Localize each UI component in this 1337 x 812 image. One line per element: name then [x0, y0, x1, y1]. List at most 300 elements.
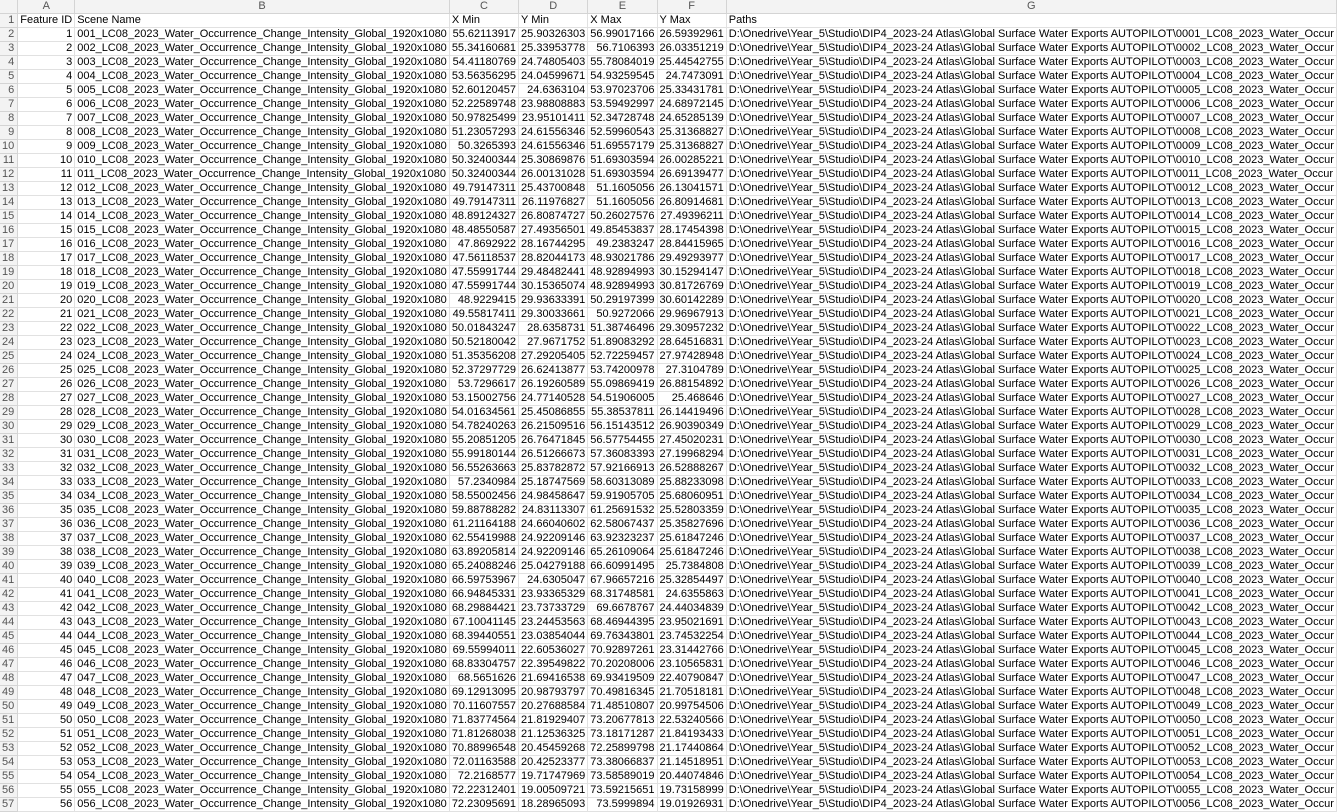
cell-y-min[interactable]: 29.93633391	[519, 294, 588, 308]
cell-x-max[interactable]: 50.26027576	[588, 210, 657, 224]
row-number[interactable]: 54	[0, 756, 18, 770]
cell-path[interactable]: D:\Onedrive\Year_5\Studio\DIP4_2023-24 Atlas\Global Surface Water Exports AUTOPILOT\0043_LC08_2023_Water_Occur	[726, 616, 1336, 630]
cell-feature-id[interactable]: 22	[18, 322, 75, 336]
column-header-g[interactable]: G	[726, 0, 1336, 14]
cell-x-min[interactable]: 72.23095691	[449, 798, 518, 812]
cell-x-min[interactable]: 51.23057293	[449, 126, 518, 140]
cell-x-max[interactable]: 57.36083393	[588, 448, 657, 462]
cell-path[interactable]: D:\Onedrive\Year_5\Studio\DIP4_2023-24 Atlas\Global Surface Water Exports AUTOPILOT\0010_LC08_2023_Water_Occur	[726, 154, 1336, 168]
cell-x-max[interactable]: 51.89083292	[588, 336, 657, 350]
cell-path[interactable]: D:\Onedrive\Year_5\Studio\DIP4_2023-24 Atlas\Global Surface Water Exports AUTOPILOT\0038_LC08_2023_Water_Occur	[726, 546, 1336, 560]
cell-path[interactable]: D:\Onedrive\Year_5\Studio\DIP4_2023-24 Atlas\Global Surface Water Exports AUTOPILOT\0047_LC08_2023_Water_Occur	[726, 672, 1336, 686]
row-number[interactable]: 34	[0, 476, 18, 490]
row-number[interactable]: 57	[0, 798, 18, 812]
cell-y-max[interactable]: 24.44034839	[657, 602, 726, 616]
cell-scene-name[interactable]: 047_LC08_2023_Water_Occurrence_Change_Intensity_Global_1920x1080	[75, 672, 450, 686]
row-number[interactable]: 31	[0, 434, 18, 448]
cell-x-min[interactable]: 52.22589748	[449, 98, 518, 112]
cell-feature-id[interactable]: 39	[18, 560, 75, 574]
cell-path[interactable]: D:\Onedrive\Year_5\Studio\DIP4_2023-24 Atlas\Global Surface Water Exports AUTOPILOT\0042_LC08_2023_Water_Occur	[726, 602, 1336, 616]
cell-feature-id[interactable]: 28	[18, 406, 75, 420]
cell-x-max[interactable]: 49.85453837	[588, 224, 657, 238]
cell-x-min[interactable]: 50.3265393	[449, 140, 518, 154]
cell-path[interactable]: D:\Onedrive\Year_5\Studio\DIP4_2023-24 Atlas\Global Surface Water Exports AUTOPILOT\0048_LC08_2023_Water_Occur	[726, 686, 1336, 700]
cell-scene-name[interactable]: 014_LC08_2023_Water_Occurrence_Change_Intensity_Global_1920x1080	[75, 210, 450, 224]
cell-y-min[interactable]: 18.28965093	[519, 798, 588, 812]
cell-x-max[interactable]: 48.92894993	[588, 266, 657, 280]
row-number[interactable]: 53	[0, 742, 18, 756]
cell-scene-name[interactable]: 012_LC08_2023_Water_Occurrence_Change_Intensity_Global_1920x1080	[75, 182, 450, 196]
cell-y-max[interactable]: 25.35827696	[657, 518, 726, 532]
cell-path[interactable]: D:\Onedrive\Year_5\Studio\DIP4_2023-24 Atlas\Global Surface Water Exports AUTOPILOT\0023_LC08_2023_Water_Occur	[726, 336, 1336, 350]
cell-x-max[interactable]: 70.20208006	[588, 658, 657, 672]
row-number[interactable]: 50	[0, 700, 18, 714]
row-number[interactable]: 33	[0, 462, 18, 476]
cell-y-min[interactable]: 20.45459268	[519, 742, 588, 756]
cell-path[interactable]: D:\Onedrive\Year_5\Studio\DIP4_2023-24 Atlas\Global Surface Water Exports AUTOPILOT\0024_LC08_2023_Water_Occur	[726, 350, 1336, 364]
cell-x-min[interactable]: 69.12913095	[449, 686, 518, 700]
cell-y-min[interactable]: 23.98808883	[519, 98, 588, 112]
select-all-corner[interactable]	[0, 0, 18, 14]
cell-y-min-header[interactable]: Y Min	[519, 14, 588, 28]
cell-y-max[interactable]: 26.90390349	[657, 420, 726, 434]
cell-x-min[interactable]: 50.32400344	[449, 154, 518, 168]
cell-x-max[interactable]: 58.60313089	[588, 476, 657, 490]
cell-feature-id[interactable]: 12	[18, 182, 75, 196]
cell-scene-name[interactable]: 004_LC08_2023_Water_Occurrence_Change_Intensity_Global_1920x1080	[75, 70, 450, 84]
cell-y-max[interactable]: 29.30957232	[657, 322, 726, 336]
cell-feature-id[interactable]: 30	[18, 434, 75, 448]
cell-x-min[interactable]: 50.97825499	[449, 112, 518, 126]
cell-y-min[interactable]: 27.29205405	[519, 350, 588, 364]
cell-x-min[interactable]: 72.2168577	[449, 770, 518, 784]
cell-y-max[interactable]: 30.81726769	[657, 280, 726, 294]
cell-y-min[interactable]: 20.42523377	[519, 756, 588, 770]
cell-feature-id[interactable]: 13	[18, 196, 75, 210]
row-number[interactable]: 30	[0, 420, 18, 434]
cell-y-min[interactable]: 21.81929407	[519, 714, 588, 728]
cell-x-min[interactable]: 71.81268038	[449, 728, 518, 742]
row-number[interactable]: 28	[0, 392, 18, 406]
cell-x-min[interactable]: 63.89205814	[449, 546, 518, 560]
row-number[interactable]: 15	[0, 210, 18, 224]
cell-x-min[interactable]: 47.8692922	[449, 238, 518, 252]
cell-x-max[interactable]: 52.34728748	[588, 112, 657, 126]
row-number[interactable]: 4	[0, 56, 18, 70]
cell-feature-id[interactable]: 8	[18, 126, 75, 140]
cell-scene-name[interactable]: 034_LC08_2023_Water_Occurrence_Change_Intensity_Global_1920x1080	[75, 490, 450, 504]
cell-scene-name[interactable]: 021_LC08_2023_Water_Occurrence_Change_Intensity_Global_1920x1080	[75, 308, 450, 322]
cell-scene-name[interactable]: 024_LC08_2023_Water_Occurrence_Change_Intensity_Global_1920x1080	[75, 350, 450, 364]
cell-feature-id[interactable]: 54	[18, 770, 75, 784]
row-number[interactable]: 11	[0, 154, 18, 168]
row-number[interactable]: 7	[0, 98, 18, 112]
cell-scene-name[interactable]: 002_LC08_2023_Water_Occurrence_Change_Intensity_Global_1920x1080	[75, 42, 450, 56]
cell-y-min[interactable]: 26.76471845	[519, 434, 588, 448]
cell-path[interactable]: D:\Onedrive\Year_5\Studio\DIP4_2023-24 Atlas\Global Surface Water Exports AUTOPILOT\0046_LC08_2023_Water_Occur	[726, 658, 1336, 672]
cell-y-min[interactable]: 24.74805403	[519, 56, 588, 70]
cell-x-max[interactable]: 73.59215651	[588, 784, 657, 798]
cell-feature-id[interactable]: 27	[18, 392, 75, 406]
cell-x-min[interactable]: 50.32400344	[449, 168, 518, 182]
cell-y-max[interactable]: 19.01926931	[657, 798, 726, 812]
cell-x-min[interactable]: 47.55991744	[449, 280, 518, 294]
cell-feature-id[interactable]: 40	[18, 574, 75, 588]
cell-path[interactable]: D:\Onedrive\Year_5\Studio\DIP4_2023-24 Atlas\Global Surface Water Exports AUTOPILOT\0051_LC08_2023_Water_Occur	[726, 728, 1336, 742]
cell-y-min[interactable]: 24.77140528	[519, 392, 588, 406]
cell-y-min[interactable]: 29.30033661	[519, 308, 588, 322]
cell-scene-name[interactable]: 048_LC08_2023_Water_Occurrence_Change_Intensity_Global_1920x1080	[75, 686, 450, 700]
cell-y-min[interactable]: 19.71747969	[519, 770, 588, 784]
cell-scene-name[interactable]: 038_LC08_2023_Water_Occurrence_Change_Intensity_Global_1920x1080	[75, 546, 450, 560]
row-number[interactable]: 39	[0, 546, 18, 560]
cell-x-min[interactable]: 47.55991744	[449, 266, 518, 280]
row-number[interactable]: 16	[0, 224, 18, 238]
cell-feature-id[interactable]: 42	[18, 602, 75, 616]
row-number[interactable]: 2	[0, 28, 18, 42]
cell-x-max[interactable]: 51.1605056	[588, 196, 657, 210]
cell-path[interactable]: D:\Onedrive\Year_5\Studio\DIP4_2023-24 Atlas\Global Surface Water Exports AUTOPILOT\0040_LC08_2023_Water_Occur	[726, 574, 1336, 588]
cell-y-max[interactable]: 28.64516831	[657, 336, 726, 350]
cell-path[interactable]: D:\Onedrive\Year_5\Studio\DIP4_2023-24 Atlas\Global Surface Water Exports AUTOPILOT\0039_LC08_2023_Water_Occur	[726, 560, 1336, 574]
cell-y-max[interactable]: 22.53240566	[657, 714, 726, 728]
cell-x-max[interactable]: 62.58067437	[588, 518, 657, 532]
cell-path[interactable]: D:\Onedrive\Year_5\Studio\DIP4_2023-24 Atlas\Global Surface Water Exports AUTOPILOT\0021_LC08_2023_Water_Occur	[726, 308, 1336, 322]
row-number[interactable]: 9	[0, 126, 18, 140]
cell-x-max[interactable]: 59.91905705	[588, 490, 657, 504]
cell-y-max[interactable]: 25.61847246	[657, 546, 726, 560]
cell-feature-id[interactable]: 41	[18, 588, 75, 602]
row-number[interactable]: 48	[0, 672, 18, 686]
cell-x-min[interactable]: 66.59753967	[449, 574, 518, 588]
cell-y-max[interactable]: 20.99754506	[657, 700, 726, 714]
cell-feature-id[interactable]: 50	[18, 714, 75, 728]
cell-x-max[interactable]: 73.18171287	[588, 728, 657, 742]
cell-path[interactable]: D:\Onedrive\Year_5\Studio\DIP4_2023-24 Atlas\Global Surface Water Exports AUTOPILOT\0001_LC08_2023_Water_Occur	[726, 28, 1336, 42]
cell-x-max[interactable]: 51.1605056	[588, 182, 657, 196]
cell-scene-name[interactable]: 023_LC08_2023_Water_Occurrence_Change_Intensity_Global_1920x1080	[75, 336, 450, 350]
cell-path[interactable]: D:\Onedrive\Year_5\Studio\DIP4_2023-24 Atlas\Global Surface Water Exports AUTOPILOT\0027_LC08_2023_Water_Occur	[726, 392, 1336, 406]
cell-x-max[interactable]: 61.25691532	[588, 504, 657, 518]
cell-path[interactable]: D:\Onedrive\Year_5\Studio\DIP4_2023-24 Atlas\Global Surface Water Exports AUTOPILOT\0015_LC08_2023_Water_Occur	[726, 224, 1336, 238]
cell-y-min[interactable]: 28.82044173	[519, 252, 588, 266]
row-number[interactable]: 23	[0, 322, 18, 336]
cell-path[interactable]: D:\Onedrive\Year_5\Studio\DIP4_2023-24 Atlas\Global Surface Water Exports AUTOPILOT\0049_LC08_2023_Water_Occur	[726, 700, 1336, 714]
cell-y-max-header[interactable]: Y Max	[657, 14, 726, 28]
row-number[interactable]: 13	[0, 182, 18, 196]
cell-x-min[interactable]: 68.29884421	[449, 602, 518, 616]
cell-x-min[interactable]: 59.88788282	[449, 504, 518, 518]
cell-y-max[interactable]: 25.468646	[657, 392, 726, 406]
cell-x-min[interactable]: 55.20851205	[449, 434, 518, 448]
cell-y-max[interactable]: 26.13041571	[657, 182, 726, 196]
cell-x-min[interactable]: 53.56356295	[449, 70, 518, 84]
cell-y-max[interactable]: 27.3104789	[657, 364, 726, 378]
row-number[interactable]: 12	[0, 168, 18, 182]
cell-scene-name[interactable]: 051_LC08_2023_Water_Occurrence_Change_Intensity_Global_1920x1080	[75, 728, 450, 742]
cell-path[interactable]: D:\Onedrive\Year_5\Studio\DIP4_2023-24 Atlas\Global Surface Water Exports AUTOPILOT\0013_LC08_2023_Water_Occur	[726, 196, 1336, 210]
cell-y-max[interactable]: 30.60142289	[657, 294, 726, 308]
cell-feature-id[interactable]: 56	[18, 798, 75, 812]
cell-x-max[interactable]: 56.57754455	[588, 434, 657, 448]
cell-x-min[interactable]: 49.55817411	[449, 308, 518, 322]
cell-y-max[interactable]: 21.70518181	[657, 686, 726, 700]
cell-y-max[interactable]: 21.17440864	[657, 742, 726, 756]
row-number[interactable]: 6	[0, 84, 18, 98]
cell-y-max[interactable]: 26.80914681	[657, 196, 726, 210]
cell-y-min[interactable]: 28.16744295	[519, 238, 588, 252]
cell-x-min[interactable]: 53.7296617	[449, 378, 518, 392]
cell-x-min[interactable]: 53.15002756	[449, 392, 518, 406]
row-number[interactable]: 17	[0, 238, 18, 252]
cell-feature-id[interactable]: 43	[18, 616, 75, 630]
cell-feature-id[interactable]: 55	[18, 784, 75, 798]
cell-x-max[interactable]: 55.09869419	[588, 378, 657, 392]
cell-x-max[interactable]: 70.92897261	[588, 644, 657, 658]
cell-scene-name[interactable]: 009_LC08_2023_Water_Occurrence_Change_Intensity_Global_1920x1080	[75, 140, 450, 154]
cell-feature-id[interactable]: 3	[18, 56, 75, 70]
cell-y-max[interactable]: 23.74532254	[657, 630, 726, 644]
cell-scene-name[interactable]: 019_LC08_2023_Water_Occurrence_Change_Intensity_Global_1920x1080	[75, 280, 450, 294]
cell-y-max[interactable]: 24.65285139	[657, 112, 726, 126]
cell-feature-id[interactable]: 33	[18, 476, 75, 490]
cell-y-min[interactable]: 26.00131028	[519, 168, 588, 182]
cell-x-max[interactable]: 68.31748581	[588, 588, 657, 602]
cell-y-max[interactable]: 26.14419496	[657, 406, 726, 420]
column-header-f[interactable]: F	[657, 0, 726, 14]
cell-y-max[interactable]: 24.68972145	[657, 98, 726, 112]
cell-scene-name[interactable]: 046_LC08_2023_Water_Occurrence_Change_Intensity_Global_1920x1080	[75, 658, 450, 672]
row-number[interactable]: 36	[0, 504, 18, 518]
cell-x-min[interactable]: 66.94845331	[449, 588, 518, 602]
cell-feature-id[interactable]: 15	[18, 224, 75, 238]
cell-scene-name[interactable]: 011_LC08_2023_Water_Occurrence_Change_Intensity_Global_1920x1080	[75, 168, 450, 182]
cell-y-min[interactable]: 24.61556346	[519, 140, 588, 154]
cell-scene-name[interactable]: 016_LC08_2023_Water_Occurrence_Change_Intensity_Global_1920x1080	[75, 238, 450, 252]
cell-x-min[interactable]: 50.01843247	[449, 322, 518, 336]
cell-y-min[interactable]: 24.98458647	[519, 490, 588, 504]
cell-path[interactable]: D:\Onedrive\Year_5\Studio\DIP4_2023-24 Atlas\Global Surface Water Exports AUTOPILOT\0052_LC08_2023_Water_Occur	[726, 742, 1336, 756]
cell-scene-name[interactable]: 006_LC08_2023_Water_Occurrence_Change_Intensity_Global_1920x1080	[75, 98, 450, 112]
row-number[interactable]: 14	[0, 196, 18, 210]
row-number[interactable]: 51	[0, 714, 18, 728]
cell-path[interactable]: D:\Onedrive\Year_5\Studio\DIP4_2023-24 Atlas\Global Surface Water Exports AUTOPILOT\0019_LC08_2023_Water_Occur	[726, 280, 1336, 294]
cell-path[interactable]: D:\Onedrive\Year_5\Studio\DIP4_2023-24 Atlas\Global Surface Water Exports AUTOPILOT\0011_LC08_2023_Water_Occur	[726, 168, 1336, 182]
cell-x-max[interactable]: 69.76343801	[588, 630, 657, 644]
cell-x-max[interactable]: 50.9272066	[588, 308, 657, 322]
cell-y-min[interactable]: 24.61556346	[519, 126, 588, 140]
cell-x-min[interactable]: 49.79147311	[449, 196, 518, 210]
row-number[interactable]: 22	[0, 308, 18, 322]
cell-feature-id[interactable]: 48	[18, 686, 75, 700]
cell-path[interactable]: D:\Onedrive\Year_5\Studio\DIP4_2023-24 Atlas\Global Surface Water Exports AUTOPILOT\0037_LC08_2023_Water_Occur	[726, 532, 1336, 546]
cell-x-max[interactable]: 73.38066837	[588, 756, 657, 770]
cell-y-max[interactable]: 25.61847246	[657, 532, 726, 546]
cell-y-max[interactable]: 26.52888267	[657, 462, 726, 476]
cell-y-max[interactable]: 20.44074846	[657, 770, 726, 784]
cell-x-min[interactable]: 54.78240263	[449, 420, 518, 434]
cell-y-max[interactable]: 26.88154892	[657, 378, 726, 392]
cell-scene-name[interactable]: 054_LC08_2023_Water_Occurrence_Change_Intensity_Global_1920x1080	[75, 770, 450, 784]
cell-x-min[interactable]: 68.39440551	[449, 630, 518, 644]
cell-scene-name[interactable]: 018_LC08_2023_Water_Occurrence_Change_Intensity_Global_1920x1080	[75, 266, 450, 280]
cell-feature-id[interactable]: 31	[18, 448, 75, 462]
cell-feature-id[interactable]: 2	[18, 42, 75, 56]
cell-y-max[interactable]: 23.31442766	[657, 644, 726, 658]
cell-y-max[interactable]: 26.03351219	[657, 42, 726, 56]
cell-path[interactable]: D:\Onedrive\Year_5\Studio\DIP4_2023-24 Atlas\Global Surface Water Exports AUTOPILOT\0018_LC08_2023_Water_Occur	[726, 266, 1336, 280]
cell-scene-name[interactable]: 033_LC08_2023_Water_Occurrence_Change_Intensity_Global_1920x1080	[75, 476, 450, 490]
cell-x-min[interactable]: 62.55419988	[449, 532, 518, 546]
cell-y-min[interactable]: 26.21509516	[519, 420, 588, 434]
cell-feature-id[interactable]: 36	[18, 518, 75, 532]
cell-x-min[interactable]: 50.52180042	[449, 336, 518, 350]
cell-x-min[interactable]: 51.35356208	[449, 350, 518, 364]
cell-path[interactable]: D:\Onedrive\Year_5\Studio\DIP4_2023-24 Atlas\Global Surface Water Exports AUTOPILOT\0008_LC08_2023_Water_Occur	[726, 126, 1336, 140]
cell-x-min[interactable]: 72.01163588	[449, 756, 518, 770]
cell-feature-id[interactable]: 19	[18, 280, 75, 294]
row-number[interactable]: 47	[0, 658, 18, 672]
cell-path[interactable]: D:\Onedrive\Year_5\Studio\DIP4_2023-24 Atlas\Global Surface Water Exports AUTOPILOT\0028_LC08_2023_Water_Occur	[726, 406, 1336, 420]
cell-y-max[interactable]: 22.40790847	[657, 672, 726, 686]
cell-scene-name[interactable]: 040_LC08_2023_Water_Occurrence_Change_Intensity_Global_1920x1080	[75, 574, 450, 588]
cell-x-min[interactable]: 55.34160681	[449, 42, 518, 56]
cell-path[interactable]: D:\Onedrive\Year_5\Studio\DIP4_2023-24 Atlas\Global Surface Water Exports AUTOPILOT\0036_LC08_2023_Water_Occur	[726, 518, 1336, 532]
cell-y-min[interactable]: 27.49356501	[519, 224, 588, 238]
cell-x-max[interactable]: 54.51906005	[588, 392, 657, 406]
cell-x-min[interactable]: 56.55263663	[449, 462, 518, 476]
row-number[interactable]: 26	[0, 364, 18, 378]
cell-y-max[interactable]: 21.84193433	[657, 728, 726, 742]
cell-scene-name[interactable]: 027_LC08_2023_Water_Occurrence_Change_Intensity_Global_1920x1080	[75, 392, 450, 406]
cell-path[interactable]: D:\Onedrive\Year_5\Studio\DIP4_2023-24 Atlas\Global Surface Water Exports AUTOPILOT\0022_LC08_2023_Water_Occur	[726, 322, 1336, 336]
cell-x-max[interactable]: 69.93419509	[588, 672, 657, 686]
cell-feature-id[interactable]: 35	[18, 504, 75, 518]
cell-x-min[interactable]: 54.01634561	[449, 406, 518, 420]
cell-feature-id[interactable]: 7	[18, 112, 75, 126]
row-number[interactable]: 42	[0, 588, 18, 602]
cell-feature-id[interactable]: 25	[18, 364, 75, 378]
cell-y-min[interactable]: 20.98793797	[519, 686, 588, 700]
cell-feature-id[interactable]: 16	[18, 238, 75, 252]
cell-feature-id[interactable]: 14	[18, 210, 75, 224]
cell-y-max[interactable]: 25.32854497	[657, 574, 726, 588]
cell-path[interactable]: D:\Onedrive\Year_5\Studio\DIP4_2023-24 Atlas\Global Surface Water Exports AUTOPILOT\0054_LC08_2023_Water_Occur	[726, 770, 1336, 784]
cell-y-min[interactable]: 26.62413877	[519, 364, 588, 378]
row-number[interactable]: 32	[0, 448, 18, 462]
cell-x-min[interactable]: 49.79147311	[449, 182, 518, 196]
cell-x-min[interactable]: 71.83774564	[449, 714, 518, 728]
cell-y-min[interactable]: 26.19260589	[519, 378, 588, 392]
cell-path[interactable]: D:\Onedrive\Year_5\Studio\DIP4_2023-24 Atlas\Global Surface Water Exports AUTOPILOT\0033_LC08_2023_Water_Occur	[726, 476, 1336, 490]
cell-scene-name[interactable]: 043_LC08_2023_Water_Occurrence_Change_Intensity_Global_1920x1080	[75, 616, 450, 630]
row-number[interactable]: 38	[0, 532, 18, 546]
row-number[interactable]: 56	[0, 784, 18, 798]
row-number[interactable]: 29	[0, 406, 18, 420]
cell-x-max[interactable]: 72.25899798	[588, 742, 657, 756]
cell-path[interactable]: D:\Onedrive\Year_5\Studio\DIP4_2023-24 Atlas\Global Surface Water Exports AUTOPILOT\0034_LC08_2023_Water_Occur	[726, 490, 1336, 504]
cell-y-min[interactable]: 23.24453563	[519, 616, 588, 630]
cell-x-max[interactable]: 52.72259457	[588, 350, 657, 364]
cell-scene-name[interactable]: 017_LC08_2023_Water_Occurrence_Change_Intensity_Global_1920x1080	[75, 252, 450, 266]
row-number[interactable]: 8	[0, 112, 18, 126]
row-number[interactable]: 44	[0, 616, 18, 630]
cell-y-min[interactable]: 24.6363104	[519, 84, 588, 98]
cell-x-min[interactable]: 70.88996548	[449, 742, 518, 756]
cell-feature-id[interactable]: 6	[18, 98, 75, 112]
row-number[interactable]: 19	[0, 266, 18, 280]
cell-scene-name-header[interactable]: Scene Name	[75, 14, 450, 28]
cell-scene-name[interactable]: 036_LC08_2023_Water_Occurrence_Change_Intensity_Global_1920x1080	[75, 518, 450, 532]
cell-x-min[interactable]: 48.9229415	[449, 294, 518, 308]
cell-scene-name[interactable]: 029_LC08_2023_Water_Occurrence_Change_Intensity_Global_1920x1080	[75, 420, 450, 434]
column-header-c[interactable]: C	[449, 0, 518, 14]
cell-y-max[interactable]: 25.52803359	[657, 504, 726, 518]
row-number[interactable]: 3	[0, 42, 18, 56]
cell-scene-name[interactable]: 020_LC08_2023_Water_Occurrence_Change_Intensity_Global_1920x1080	[75, 294, 450, 308]
cell-y-max[interactable]: 26.69139477	[657, 168, 726, 182]
cell-x-max[interactable]: 54.93259545	[588, 70, 657, 84]
cell-y-min[interactable]: 25.83782872	[519, 462, 588, 476]
cell-scene-name[interactable]: 010_LC08_2023_Water_Occurrence_Change_Intensity_Global_1920x1080	[75, 154, 450, 168]
cell-path[interactable]: D:\Onedrive\Year_5\Studio\DIP4_2023-24 Atlas\Global Surface Water Exports AUTOPILOT\0041_LC08_2023_Water_Occur	[726, 588, 1336, 602]
cell-y-max[interactable]: 25.31368827	[657, 126, 726, 140]
cell-y-max[interactable]: 23.10565831	[657, 658, 726, 672]
cell-x-min[interactable]: 52.37297729	[449, 364, 518, 378]
cell-x-max[interactable]: 65.26109064	[588, 546, 657, 560]
cell-feature-id[interactable]: 24	[18, 350, 75, 364]
cell-y-min[interactable]: 24.83113307	[519, 504, 588, 518]
cell-feature-id[interactable]: 9	[18, 140, 75, 154]
cell-feature-id[interactable]: 4	[18, 70, 75, 84]
cell-y-min[interactable]: 25.18747569	[519, 476, 588, 490]
column-header-d[interactable]: D	[519, 0, 588, 14]
cell-scene-name[interactable]: 041_LC08_2023_Water_Occurrence_Change_Intensity_Global_1920x1080	[75, 588, 450, 602]
cell-y-min[interactable]: 21.69416538	[519, 672, 588, 686]
cell-scene-name[interactable]: 032_LC08_2023_Water_Occurrence_Change_Intensity_Global_1920x1080	[75, 462, 450, 476]
column-header-e[interactable]: E	[588, 0, 657, 14]
row-number[interactable]: 10	[0, 140, 18, 154]
cell-path[interactable]: D:\Onedrive\Year_5\Studio\DIP4_2023-24 Atlas\Global Surface Water Exports AUTOPILOT\0029_LC08_2023_Water_Occur	[726, 420, 1336, 434]
cell-path[interactable]: D:\Onedrive\Year_5\Studio\DIP4_2023-24 Atlas\Global Surface Water Exports AUTOPILOT\0056_LC08_2023_Water_Occur	[726, 798, 1336, 812]
cell-path[interactable]: D:\Onedrive\Year_5\Studio\DIP4_2023-24 Atlas\Global Surface Water Exports AUTOPILOT\0002_LC08_2023_Water_Occur	[726, 42, 1336, 56]
row-number[interactable]: 45	[0, 630, 18, 644]
cell-x-min[interactable]: 68.83304757	[449, 658, 518, 672]
cell-path[interactable]: D:\Onedrive\Year_5\Studio\DIP4_2023-24 Atlas\Global Surface Water Exports AUTOPILOT\0006_LC08_2023_Water_Occur	[726, 98, 1336, 112]
cell-scene-name[interactable]: 030_LC08_2023_Water_Occurrence_Change_Intensity_Global_1920x1080	[75, 434, 450, 448]
cell-path[interactable]: D:\Onedrive\Year_5\Studio\DIP4_2023-24 Atlas\Global Surface Water Exports AUTOPILOT\0009_LC08_2023_Water_Occur	[726, 140, 1336, 154]
cell-feature-id[interactable]: 23	[18, 336, 75, 350]
cell-y-max[interactable]: 25.44542755	[657, 56, 726, 70]
cell-y-min[interactable]: 23.95101411	[519, 112, 588, 126]
cell-x-max[interactable]: 57.92166913	[588, 462, 657, 476]
cell-x-min[interactable]: 54.41180769	[449, 56, 518, 70]
cell-feature-id[interactable]: 18	[18, 266, 75, 280]
row-number[interactable]: 35	[0, 490, 18, 504]
cell-feature-id[interactable]: 11	[18, 168, 75, 182]
cell-path[interactable]: D:\Onedrive\Year_5\Studio\DIP4_2023-24 Atlas\Global Surface Water Exports AUTOPILOT\0020_LC08_2023_Water_Occur	[726, 294, 1336, 308]
cell-path[interactable]: D:\Onedrive\Year_5\Studio\DIP4_2023-24 Atlas\Global Surface Water Exports AUTOPILOT\0045_LC08_2023_Water_Occur	[726, 644, 1336, 658]
row-number[interactable]: 55	[0, 770, 18, 784]
cell-x-max[interactable]: 51.69303594	[588, 154, 657, 168]
cell-y-min[interactable]: 29.48482441	[519, 266, 588, 280]
cell-path[interactable]: D:\Onedrive\Year_5\Studio\DIP4_2023-24 Atlas\Global Surface Water Exports AUTOPILOT\0016_LC08_2023_Water_Occur	[726, 238, 1336, 252]
cell-path[interactable]: D:\Onedrive\Year_5\Studio\DIP4_2023-24 Atlas\Global Surface Water Exports AUTOPILOT\0007_LC08_2023_Water_Occur	[726, 112, 1336, 126]
cell-path[interactable]: D:\Onedrive\Year_5\Studio\DIP4_2023-24 Atlas\Global Surface Water Exports AUTOPILOT\0050_LC08_2023_Water_Occur	[726, 714, 1336, 728]
cell-scene-name[interactable]: 037_LC08_2023_Water_Occurrence_Change_Intensity_Global_1920x1080	[75, 532, 450, 546]
cell-x-max[interactable]: 73.20677813	[588, 714, 657, 728]
row-number[interactable]: 27	[0, 378, 18, 392]
